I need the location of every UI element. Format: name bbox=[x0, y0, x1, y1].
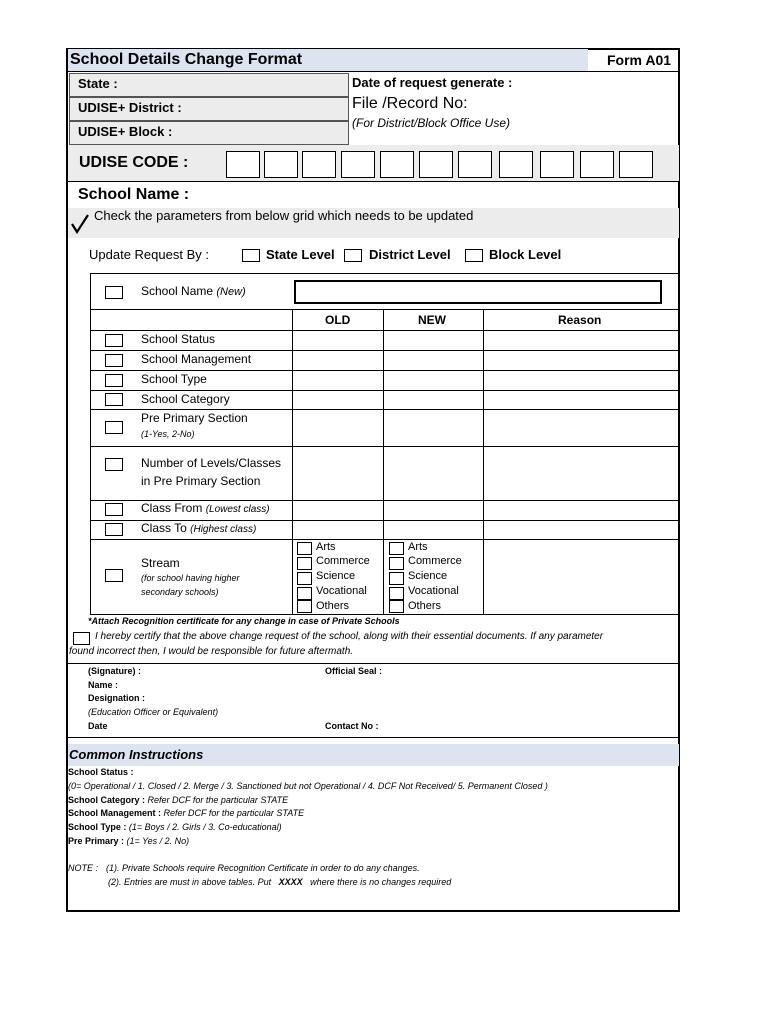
row-school-management: School Management bbox=[141, 352, 252, 366]
grid-row-line bbox=[90, 350, 679, 351]
note-2: (2). Entries are must in above tables. Put XXXX where there is no changes required bbox=[108, 877, 452, 887]
divider bbox=[67, 71, 679, 72]
school-name-new-label: School Name (New) bbox=[141, 284, 246, 298]
old-others-checkbox[interactable] bbox=[297, 600, 312, 613]
grid-row-line bbox=[90, 409, 679, 410]
col-header-new: NEW bbox=[418, 313, 446, 327]
row-class-to: Class To (Highest class) bbox=[141, 521, 257, 535]
signature-label: (Signature) : bbox=[88, 666, 141, 676]
name-label: Name : bbox=[88, 680, 119, 690]
block-level-checkbox[interactable] bbox=[465, 249, 483, 262]
row-pre-primary-note: (1-Yes, 2-No) bbox=[141, 429, 195, 439]
new-vocational-checkbox[interactable] bbox=[389, 587, 404, 600]
old-others-label: Others bbox=[316, 600, 350, 612]
old-vocational-label: Vocational bbox=[316, 585, 367, 597]
grid-row-line bbox=[90, 330, 679, 331]
district-level-label: District Level bbox=[369, 247, 451, 262]
instructions-title: Common Instructions bbox=[69, 747, 204, 762]
new-science-label: Science bbox=[408, 570, 448, 582]
grid-col-line bbox=[383, 309, 384, 615]
school-name-new-input[interactable] bbox=[294, 280, 662, 304]
class-from-checkbox[interactable] bbox=[105, 503, 123, 516]
grid-col-line bbox=[292, 309, 293, 615]
old-arts-checkbox[interactable] bbox=[297, 542, 312, 555]
grid-row-line bbox=[90, 446, 679, 447]
new-arts-checkbox[interactable] bbox=[389, 542, 404, 555]
block-label: UDISE+ Block : bbox=[78, 124, 173, 139]
category-line: School Category : Refer DCF for the particular STATE bbox=[68, 795, 289, 805]
udise-digit-box[interactable] bbox=[264, 151, 298, 178]
district-level-checkbox[interactable] bbox=[344, 249, 362, 262]
school-name-label: School Name : bbox=[78, 186, 190, 203]
new-others-checkbox[interactable] bbox=[389, 600, 404, 613]
old-vocational-checkbox[interactable] bbox=[297, 587, 312, 600]
udise-digit-box[interactable] bbox=[458, 151, 492, 178]
preprimary-line: Pre Primary : (1= Yes / 2. No) bbox=[68, 836, 190, 846]
row-school-category: School Category bbox=[141, 392, 230, 406]
state-label: State : bbox=[78, 76, 118, 91]
certify-checkbox[interactable] bbox=[73, 632, 90, 645]
district-label: UDISE+ District : bbox=[78, 100, 182, 115]
udise-digit-box[interactable] bbox=[341, 151, 375, 178]
new-others-label: Others bbox=[408, 600, 442, 612]
note-1: (1). Private Schools require Recognition Certificate in order to do any changes. bbox=[106, 863, 420, 873]
udise-digit-box[interactable] bbox=[302, 151, 336, 178]
divider bbox=[67, 737, 679, 738]
new-commerce-label: Commerce bbox=[408, 555, 462, 567]
levels-checkbox[interactable] bbox=[105, 458, 123, 471]
grid-col-line bbox=[483, 309, 484, 615]
form-title: School Details Change Format bbox=[70, 51, 303, 68]
designation-note: (Education Officer or Equivalent) bbox=[88, 707, 219, 717]
update-request-label: Update Request By : bbox=[89, 247, 209, 262]
row-school-type: School Type bbox=[141, 372, 207, 386]
school-status-checkbox[interactable] bbox=[105, 334, 123, 347]
date-label-sign: Date bbox=[88, 721, 108, 731]
date-label: Date of request generate : bbox=[352, 75, 513, 90]
status-label: School Status : bbox=[68, 767, 134, 777]
block-level-label: Block Level bbox=[489, 247, 562, 262]
class-to-checkbox[interactable] bbox=[105, 523, 123, 536]
row-stream-note1: (for school having higher bbox=[141, 573, 240, 583]
grid-row-line bbox=[90, 390, 679, 391]
designation-label: Designation : bbox=[88, 693, 146, 703]
row-pre-primary: Pre Primary Section bbox=[141, 411, 248, 425]
certify-line2: found incorrect then, I would be responsible for future aftermath. bbox=[69, 646, 354, 657]
status-values: (0= Operational / 1. Closed / 2. Merge / 3. Sanctioned but not Operational / 4. DCF Not Received/ 5. Permanent Closed ) bbox=[68, 781, 548, 791]
grid-row-line bbox=[90, 370, 679, 371]
form-id: Form A01 bbox=[607, 52, 672, 68]
udise-digit-box[interactable] bbox=[540, 151, 574, 178]
udise-digit-box[interactable] bbox=[380, 151, 414, 178]
udise-digit-box[interactable] bbox=[619, 151, 653, 178]
row-stream-note2: secondary schools) bbox=[141, 587, 219, 597]
col-header-reason: Reason bbox=[558, 313, 602, 327]
attach-note: *Attach Recognition certificate for any change in case of Private Schools bbox=[88, 616, 400, 626]
divider bbox=[67, 663, 679, 664]
file-record-note: (For District/Block Office Use) bbox=[352, 116, 511, 130]
old-commerce-checkbox[interactable] bbox=[297, 557, 312, 570]
udise-digit-box[interactable] bbox=[226, 151, 260, 178]
state-level-label: State Level bbox=[266, 247, 335, 262]
old-commerce-label: Commerce bbox=[316, 555, 370, 567]
file-record-label: File /Record No: bbox=[352, 95, 468, 112]
old-arts-label: Arts bbox=[316, 541, 336, 553]
row-levels-line1: Number of Levels/Classes bbox=[141, 456, 282, 470]
col-header-old: OLD bbox=[325, 313, 351, 327]
note-label: NOTE : bbox=[68, 863, 99, 873]
new-commerce-checkbox[interactable] bbox=[389, 557, 404, 570]
pre-primary-checkbox[interactable] bbox=[105, 421, 123, 434]
new-arts-label: Arts bbox=[408, 541, 428, 553]
udise-label: UDISE CODE : bbox=[79, 154, 189, 171]
management-line: School Management : Refer DCF for the particular STATE bbox=[68, 808, 305, 818]
row-stream: Stream bbox=[141, 556, 180, 570]
udise-digit-box[interactable] bbox=[419, 151, 453, 178]
row-levels-line2: in Pre Primary Section bbox=[141, 474, 261, 488]
checkmark-icon bbox=[70, 212, 90, 234]
stream-checkbox[interactable] bbox=[105, 569, 123, 582]
school-management-checkbox[interactable] bbox=[105, 354, 123, 367]
state-level-checkbox[interactable] bbox=[242, 249, 260, 262]
udise-digit-box[interactable] bbox=[499, 151, 533, 178]
new-science-checkbox[interactable] bbox=[389, 572, 404, 585]
old-science-checkbox[interactable] bbox=[297, 572, 312, 585]
divider bbox=[67, 181, 679, 182]
row-school-status: School Status bbox=[141, 332, 216, 346]
school-type-checkbox[interactable] bbox=[105, 374, 123, 387]
school-name-checkbox[interactable] bbox=[105, 286, 123, 299]
grid-instruction: Check the parameters from below grid which needs to be updated bbox=[94, 208, 474, 223]
old-science-label: Science bbox=[316, 570, 356, 582]
new-vocational-label: Vocational bbox=[408, 585, 459, 597]
official-seal-label: Official Seal : bbox=[325, 666, 383, 676]
grid-row-line bbox=[90, 309, 679, 310]
udise-digit-box[interactable] bbox=[580, 151, 614, 178]
row-class-from: Class From (Lowest class) bbox=[141, 501, 270, 515]
contact-label: Contact No : bbox=[325, 721, 379, 731]
certify-line1: I hereby certify that the above change request of the school, along with their essential documents. If any parameter bbox=[95, 631, 604, 642]
grid-row-line bbox=[90, 539, 679, 540]
school-category-checkbox[interactable] bbox=[105, 393, 123, 406]
type-line: School Type : (1= Boys / 2. Girls / 3. Co-educational) bbox=[68, 822, 282, 832]
